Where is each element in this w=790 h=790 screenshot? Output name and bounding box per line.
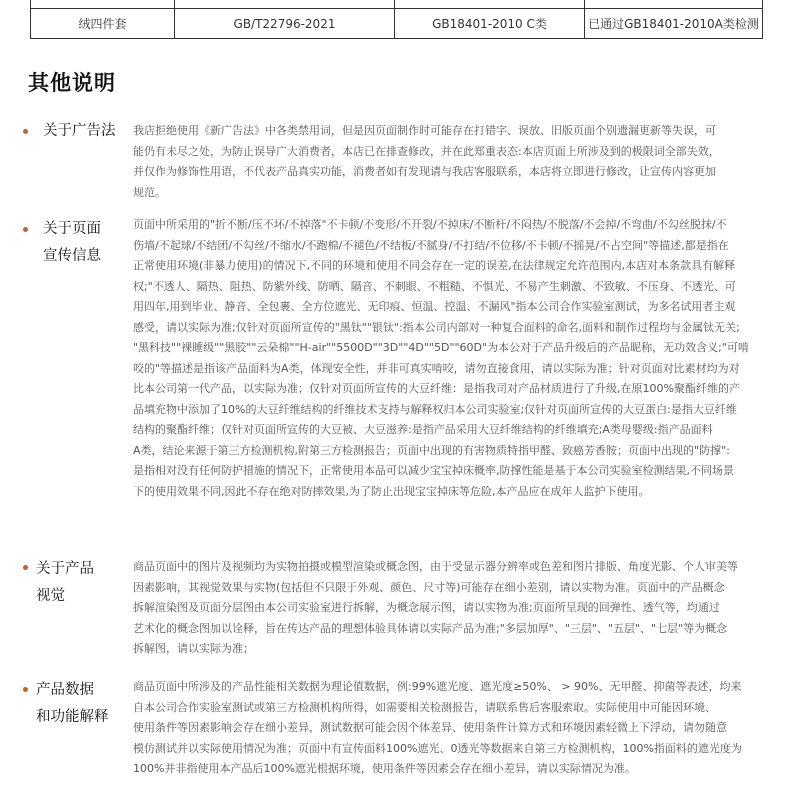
note-label-line: 产品数据 [36,682,94,698]
note-label-line: 关于产品 [36,561,94,577]
note-label-line: 和功能解释 [36,709,109,725]
note-label [43,216,101,270]
note-text: 商品页面中的图片及视频均为实物拍摄或模型渲染或概念图，由于受显示器分辨率或色差和图片排版、角度光影、个人审美等 因素影响，其视觉效果与实物(包括但不只限于外观、颜色、尺寸等)可能存在细小差别，请以实物为准。页面中的产品概念 拆解渲染图及页面分层图由本公司实验室进行拆解，为概念展示图，请以实物为准;页面所呈现的回弹性、透气等，均通过 艺术化的概念图加以诠释，旨在传达产品的理想体验具体请以实际产品为准;"多层加厚"、"三层"、"五层"、"七层"等为概念 拆解图，请以实际为准； [133,560,738,655]
table-cell-result [585,0,763,9]
note-text: 我店拒绝使用《新广告法》中各类禁用词，但是因页面制作时可能存在打错字、误放、旧版页面个别遗漏更新等失误，可 能仍有未尽之处，为防止误导广大消费者，本店已在排查修改，并在此郑重表态:本店页面上所涉及到的极限词全部失效， 并仅作为修饰性用语，不代表产品真实功能，消费者如有发现请与我店客服联系，本店将立即进行修改，让宣传内容更加 规范。 [133,124,720,199]
note-label-line: 关于页面 [43,221,101,237]
note-text: 页面中所采用的"折不断/压不坏/不掉落"不卡顿/不变形/不开裂/不掉床/不断杆/不闷热/不脱落/不会掉/不弯曲/不勾丝脱抹/不 伤墙/不起球/不结团/不勾丝/不缩水/不跑棉/不褪色/不结板/不腻身/不打结/不位移/不卡顿/不摇晃/不占空间"等描述,都是指在 正常使用环境(非暴力使用)的情况下,不同的环境和使用不同会存在一定的误差,在法律规定允许范围内,本店对本条款具有解释 权;"不透人、隔热、阻热、防紫外线、防晒、隔音、不刺眼、不粗糙、不惧光、不易产生刺激、不致敏、不压身、不透光、可 用四年,用到毕业、静音、全包裹、全方位遮光、无印痕、恒温、控温、不漏风"指本公司合作实验室测试，为多名试用者主观 感受，请以实际为准;仅针对页面所宣传的"黑钛""银钛":指本公司内部对一种复合面料的命名,面料和制作过程均与金属钛无关; "黑科技""裸睡级""黑胶""云朵棉""H-air""5500D""3D""4D""5D""60D"为本公对于产品升级后的产品昵称，无功效含义;"可啃 咬的"等描述是指该产品面料为A类，体现安全性，并非可真实啃咬，请勿直接食用，请以实际为准；针对页面对比素材均为对 比本公司第一代产品，以实际为准；仅针对页面所宣传的大豆纤维：是指我司对产品材质进行了升级,在原100%聚酯纤维的产 品填充物中添加了10%的大豆纤维结构的纤维技术支持与解释权归本公司实验室;仅针对页面所宣传的大豆蛋白:是指大豆纤维 结构的聚酯纤维；仅针对页面所宣传的大豆被、大豆滋养:是指产品采用大豆纤维结构的纤维填充;A类母婴级:指产品面料 A类，结论来源于第三方检测机构,附第三方检测报告；页面中出现的有害物质特指甲醛、致癌芳香胺；页面中出现的"防撑": 是指相对没有任何防护措施的情况下，正常使用本品可以减少宝宝掉床概率,防撑性能是基于本公司实验室检测结果,不同场景 下的使用效果不同,因此不存在绝对防摔效果,为了防止出现宝宝掉床等危险,本产品应在成年人监护下使用。 [133,218,749,498]
bullet-dot-icon [23,687,28,692]
note-label [36,677,109,731]
bullet-dot-icon [23,565,28,570]
table-row [31,0,763,9]
note-label [36,556,94,610]
table-cell-safety [395,0,585,9]
table-cell-result: 已通过GB18401-2010A类检测 [585,9,763,39]
note-label-line: 关于广告法 [43,123,116,139]
table-cell-safety: GB18401-2010 C类 [395,9,585,39]
bullet-dot-icon [23,129,28,134]
section-title: 其他说明 [28,71,116,95]
table-row [31,9,763,39]
note-label-line: 宣传信息 [43,248,101,264]
note-label-line: 视觉 [36,588,65,604]
table-cell-standard: GB/T22796-2021 [175,9,395,39]
table-cell-name [31,0,175,9]
table-cell-standard [175,0,395,9]
standards-table [30,0,763,39]
bullet-dot-icon [23,227,28,232]
note-label [43,118,116,145]
note-text: 商品页面中所涉及的产品性能相关数据为理论值数据，例:99%遮光度、遮光度≥50%、 > 90%、无甲醛、抑菌等表述，均来 自本公司合作实验室测试或第三方检测机构所得，如需要相关检测报告，请联系售后客服索取。实际使用中可能因环境、 使用条件等因素影响会存在细小差异，测试数据可能会因个体差异、使用条件计算方式和环境因素轻微上下浮动，请勿随意 模仿测试并以实际使用情况为准；页面中有宣传面料100%遮光、0透光等数据来自第三方检测机构，100%指面料的遮光度为 100%并非指使用本产品后100%遮光根据环境，使用条件等因素会存在细小差异，请以实际情况为准。 [133,680,742,775]
table-cell-name: 绒四件套 [31,9,175,39]
